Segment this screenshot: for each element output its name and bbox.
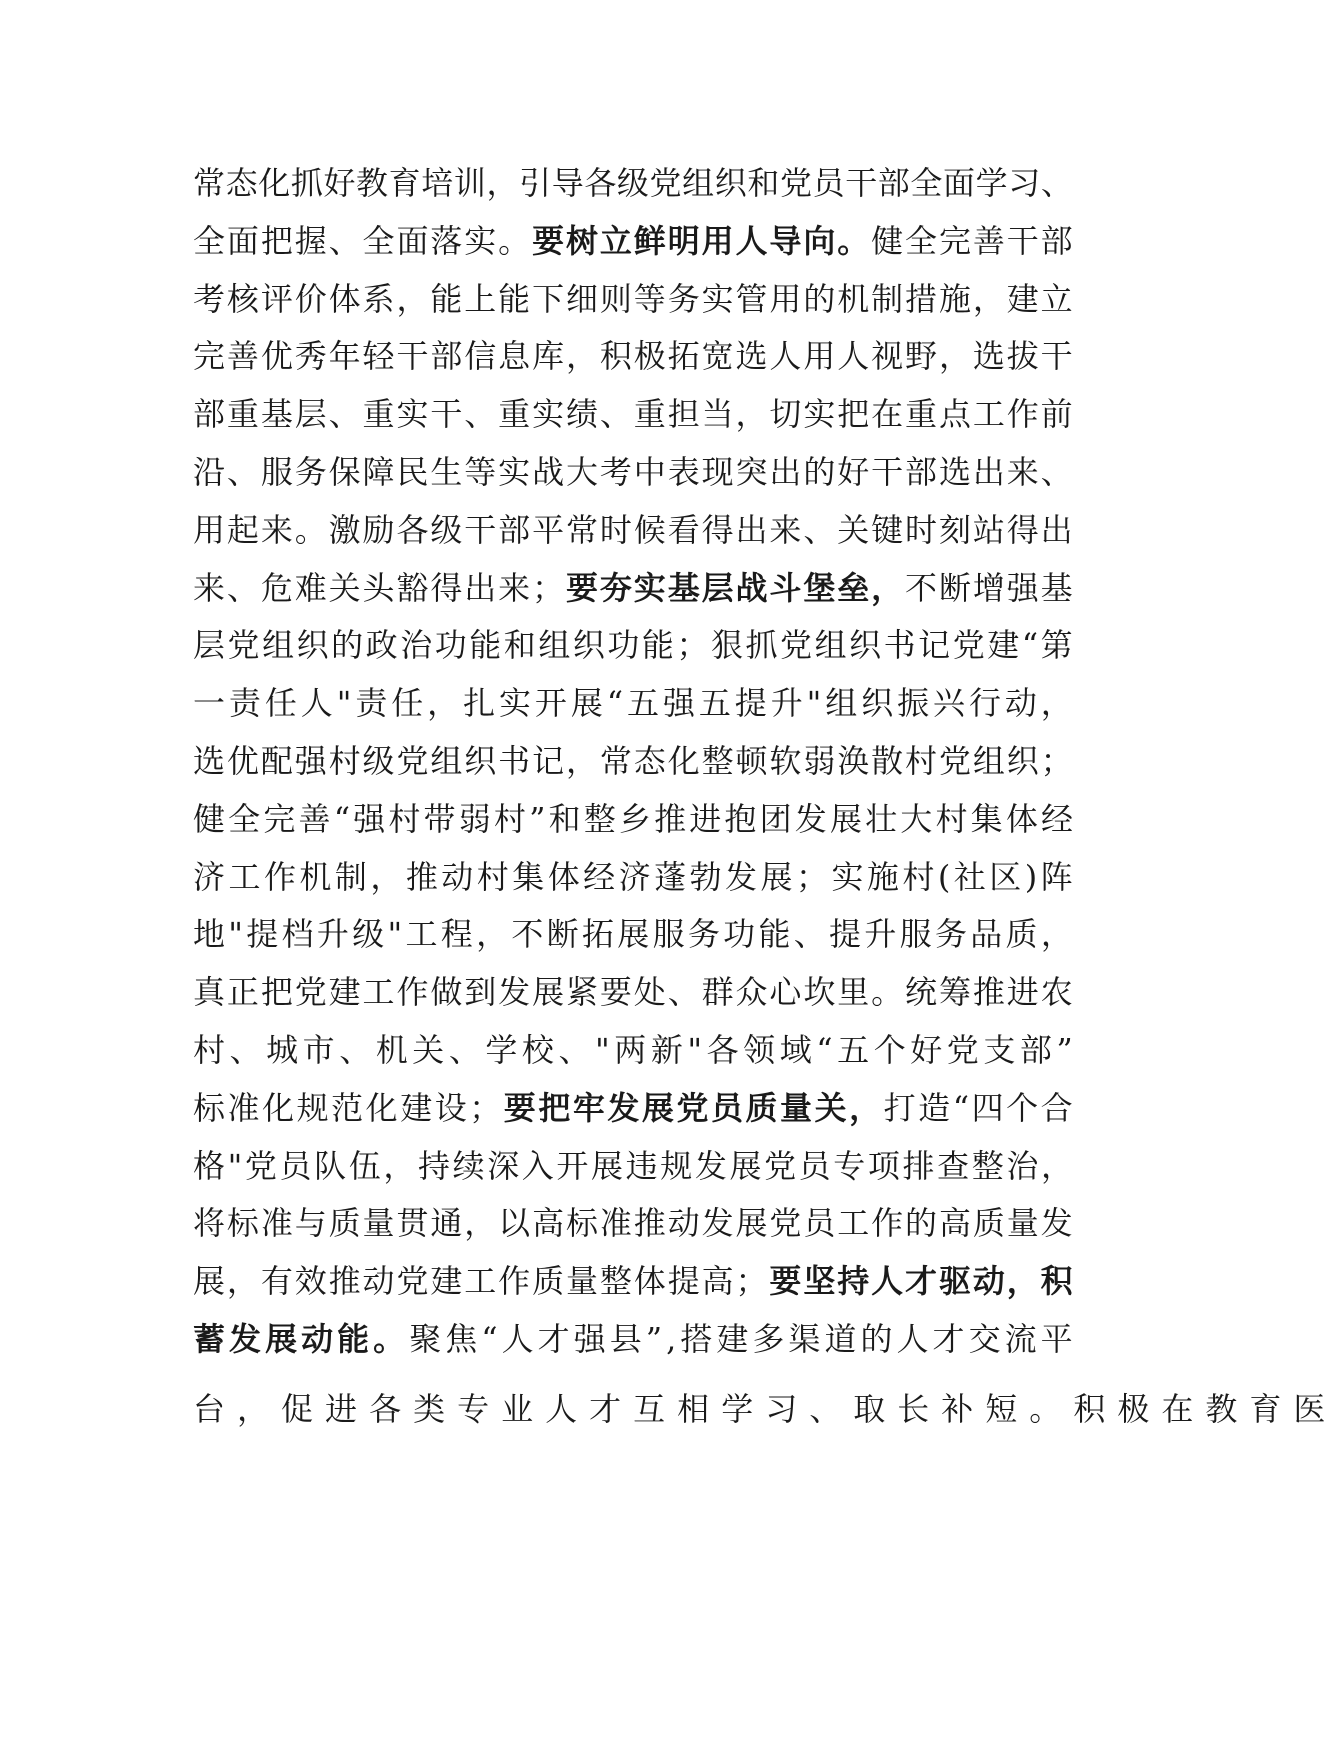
text-line: 全 面 把 握 、 全 面 落 实 。 要 树 立 鲜 明 用 人 导 向 。 健 全 完 善 干 部 — [193, 221, 1073, 260]
text-line: 完 善 优 秀 年 轻 干 部 信 息 库 ， 积 极 拓 宽 选 人 用 人 视 野 ， 选 拔 干 — [193, 337, 1073, 376]
text-line: 格 " 党 员 队 伍 ， 持 续 深 入 开 展 违 规 发 展 党 员 专 项 排 查 整 治 ， — [193, 1146, 1073, 1185]
text-line: 选 优 配 强 村 级 党 组 织 书 记 ， 常 态 化 整 顿 软 弱 涣 散 村 党 组 织 ； — [193, 741, 1073, 780]
text-line: 沿 、 服 务 保 障 民 生 等 实 战 大 考 中 表 现 突 出 的 好 干 部 选 出 来 、 — [193, 452, 1073, 491]
text-line: 台 ， 促 进 各 类 专 业 人 才 互 相 学 习 、 取 长 补 短 。 积 极 在 教 育 医 — [193, 1389, 1337, 1428]
body-text — [193, 155, 1337, 1439]
text-line: 村 、 城 市 、 机 关 、 学 校 、 " 两 新 " 各 领 域 “ 五 个 好 党 支 部 ” — [193, 1030, 1073, 1069]
text-line: 济 工 作 机 制 ， 推 动 村 集 体 经 济 蓬 勃 发 展 ； 实 施 村 ( 社 区 ) 阵 — [193, 857, 1073, 896]
text-line: 部 重 基 层 、 重 实 干 、 重 实 绩 、 重 担 当 ， 切 实 把 在 重 点 工 作 前 — [193, 395, 1073, 434]
text-line: 考 核 评 价 体 系 ， 能 上 能 下 细 则 等 务 实 管 用 的 机 制 措 施 ， 建 立 — [193, 279, 1073, 318]
text-line: 一 责 任 人 " 责 任 ， 扎 实 开 展 “ 五 强 五 提 升 " 组 织 振 兴 行 动 ， — [193, 684, 1073, 723]
text-line: 将 标 准 与 质 量 贯 通 ， 以 高 标 准 推 动 发 展 党 员 工 作 的 高 质 量 发 — [193, 1204, 1073, 1243]
text-line: 常 态 化 抓 好 教 育 培 训 ， 引 导 各 级 党 组 织 和 党 员 干 部 全 面 学 习 、 — [193, 164, 1073, 202]
text-line: 真 正 把 党 建 工 作 做 到 发 展 紧 要 处 、 群 众 心 坎 里 。 统 筹 推 进 农 — [193, 973, 1073, 1012]
text-line: 蓄 发 展 动 能 。 聚 焦 “ 人 才 强 县 ” , 搭 建 多 渠 道 的 人 才 交 流 平 — [193, 1319, 1073, 1358]
text-line: 来 、 危 难 关 头 豁 得 出 来 ； 要 夯 实 基 层 战 斗 堡 垒 ， 不 断 增 强 基 — [193, 568, 1073, 607]
text-line: 层 党 组 织 的 政 治 功 能 和 组 织 功 能 ； 狠 抓 党 组 织 书 记 党 建 “ 第 — [193, 626, 1073, 665]
text-line: 健 全 完 善 “ 强 村 带 弱 村 ” 和 整 乡 推 进 抱 团 发 展 壮 大 村 集 体 经 — [193, 799, 1073, 838]
text-line: 展 ， 有 效 推 动 党 建 工 作 质 量 整 体 提 高 ； 要 坚 持 人 才 驱 动 ， 积 — [193, 1262, 1073, 1301]
text-line: 用 起 来 。 激 励 各 级 干 部 平 常 时 候 看 得 出 来 、 关 键 时 刻 站 得 出 — [193, 510, 1073, 549]
text-line: 标 准 化 规 范 化 建 设 ； 要 把 牢 发 展 党 员 质 量 关 ， 打 造 “ 四 个 合 — [193, 1088, 1073, 1127]
text-line: 地 " 提 档 升 级 " 工 程 ， 不 断 拓 展 服 务 功 能 、 提 升 服 务 品 质 ， — [193, 915, 1073, 954]
